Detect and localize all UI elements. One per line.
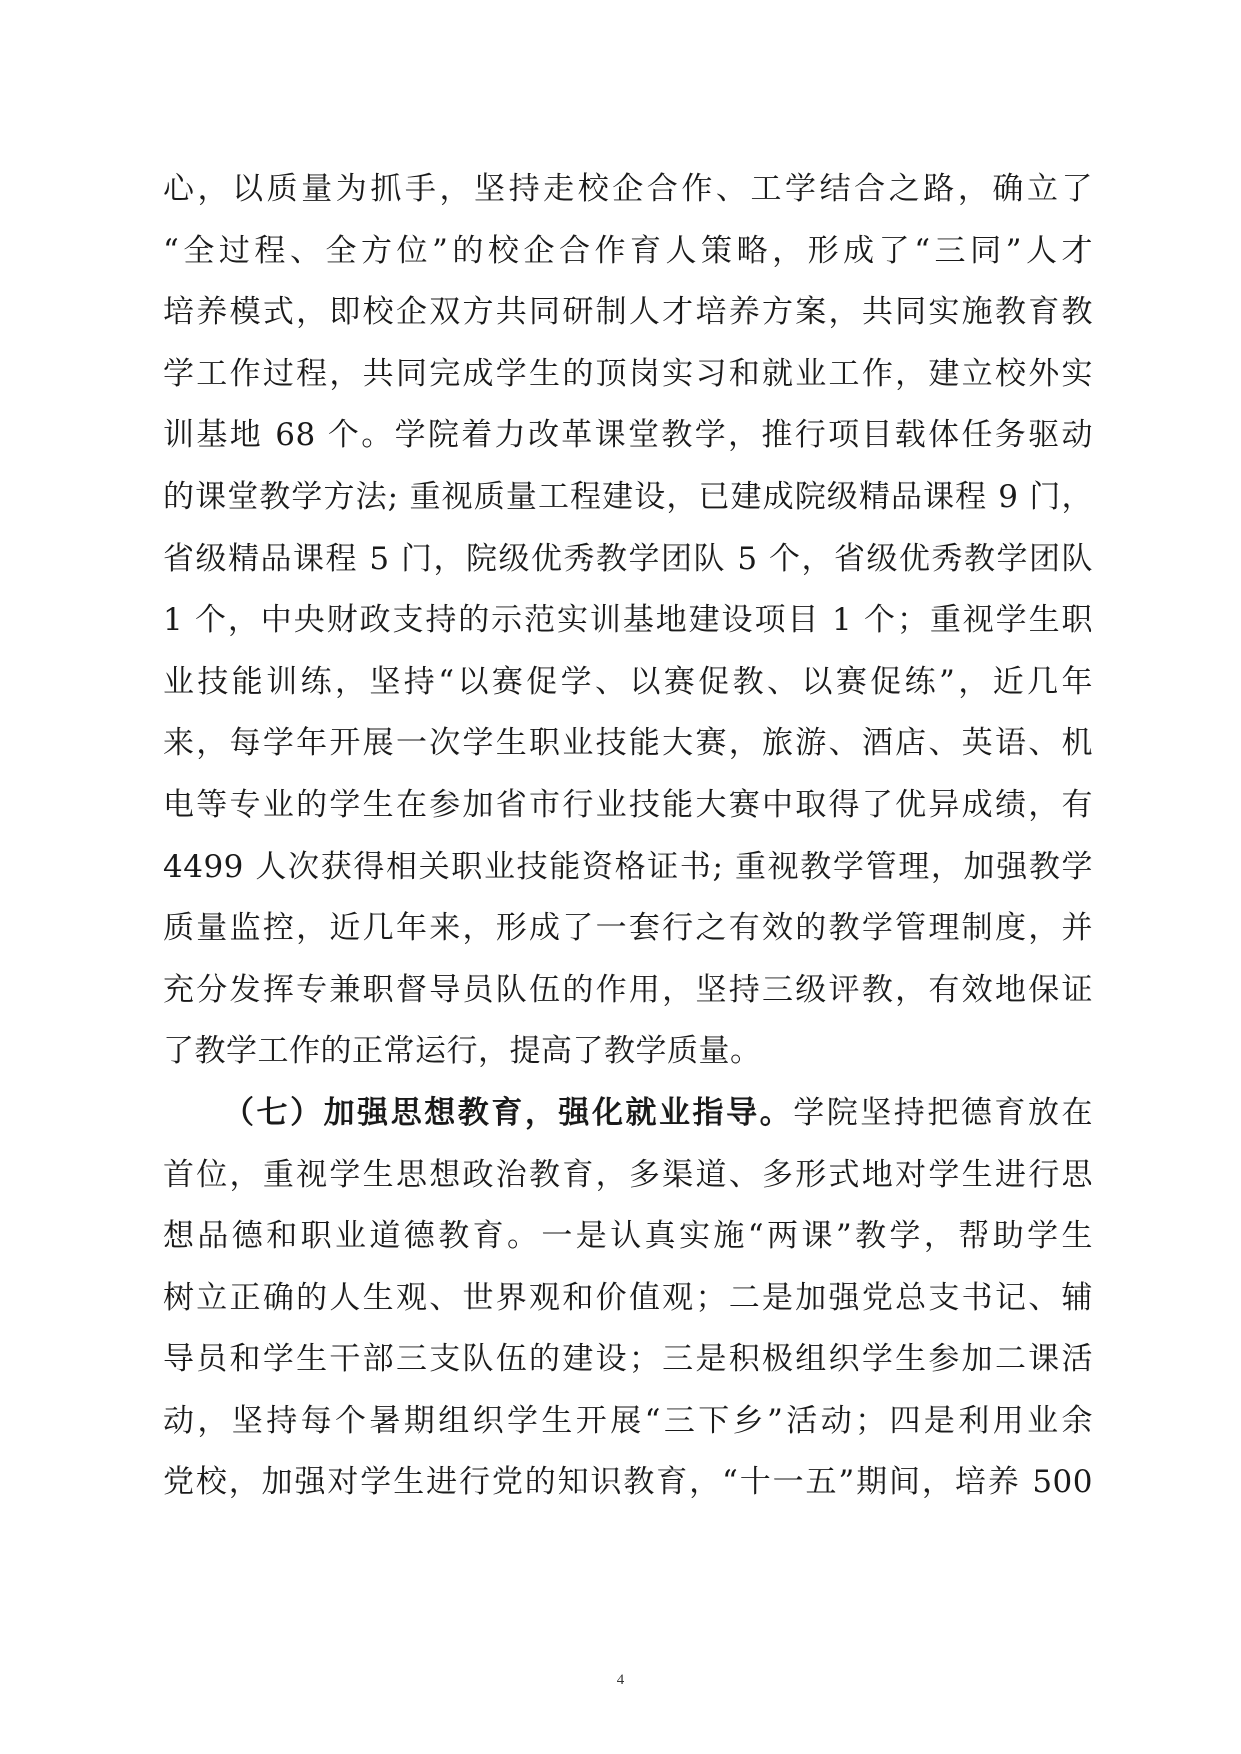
text-line: “全过程、全方位”的校企合作育人策略，形成了“三同”人才 [163, 232, 1093, 269]
text-line: 的课堂教学方法; 重视质量工程建设，已建成院级精品课程 9 门， [163, 478, 1093, 515]
body-text [163, 159, 1093, 1514]
text-line: 来，每学年开展一次学生职业技能大赛，旅游、酒店、英语、机 [163, 725, 1093, 762]
text-line: 了教学工作的正常运行，提高了教学质量。 [163, 1033, 762, 1070]
section-first-line [163, 1083, 1093, 1145]
section-heading: （七）加强思想教育，强化就业指导。 [223, 1094, 794, 1131]
text-line: 质量监控，近几年来，形成了一套行之有效的教学管理制度，并 [163, 910, 1093, 947]
text-line: 动，坚持每个暑期组织学生开展“三下乡”活动；四是利用业余 [163, 1402, 1093, 1439]
page-number: 4 [616, 1672, 625, 1688]
text-line: 充分发挥专兼职督导员队伍的作用，坚持三级评教，有效地保证 [163, 971, 1093, 1008]
text-line: 学工作过程，共同完成学生的顶岗实习和就业工作，建立校外实 [163, 355, 1093, 392]
text-line: 党校，加强对学生进行党的知识教育，“十一五”期间，培养 500 [163, 1464, 1093, 1501]
text-line: 训基地 68 个。学院着力改革课堂教学，推行项目载体任务驱动 [163, 417, 1093, 454]
text-line: 电等专业的学生在参加省市行业技能大赛中取得了优异成绩，有 [163, 786, 1093, 823]
text-line: 心，以质量为抓手，坚持走校企合作、工学结合之路，确立了 [163, 171, 1093, 207]
text-line: 首位，重视学生思想政治教育，多渠道、多形式地对学生进行思 [163, 1156, 1093, 1193]
text-line: 业技能训练，坚持“以赛促学、以赛促教、以赛促练”，近几年 [163, 663, 1093, 700]
text-line: 想品德和职业道德教育。一是认真实施“两课”教学，帮助学生 [163, 1218, 1093, 1255]
text-line: 省级精品课程 5 门，院级优秀教学团队 5 个，省级优秀教学团队 [163, 540, 1093, 577]
text-line: 培养模式，即校企双方共同研制人才培养方案，共同实施教育教 [163, 294, 1093, 331]
text-line: 1 个，中央财政支持的示范实训基地建设项目 1 个；重视学生职 [163, 602, 1093, 639]
section-first-line-text: 学院坚持把德育放在 [793, 1094, 1094, 1131]
text-line: 导员和学生干部三支队伍的建设；三是积极组织学生参加二课活 [163, 1341, 1093, 1378]
text-line: 树立正确的人生观、世界观和价值观；二是加强党总支书记、辅 [163, 1279, 1093, 1316]
text-line: 4499 人次获得相关职业技能资格证书; 重视教学管理，加强教学 [163, 848, 1093, 885]
